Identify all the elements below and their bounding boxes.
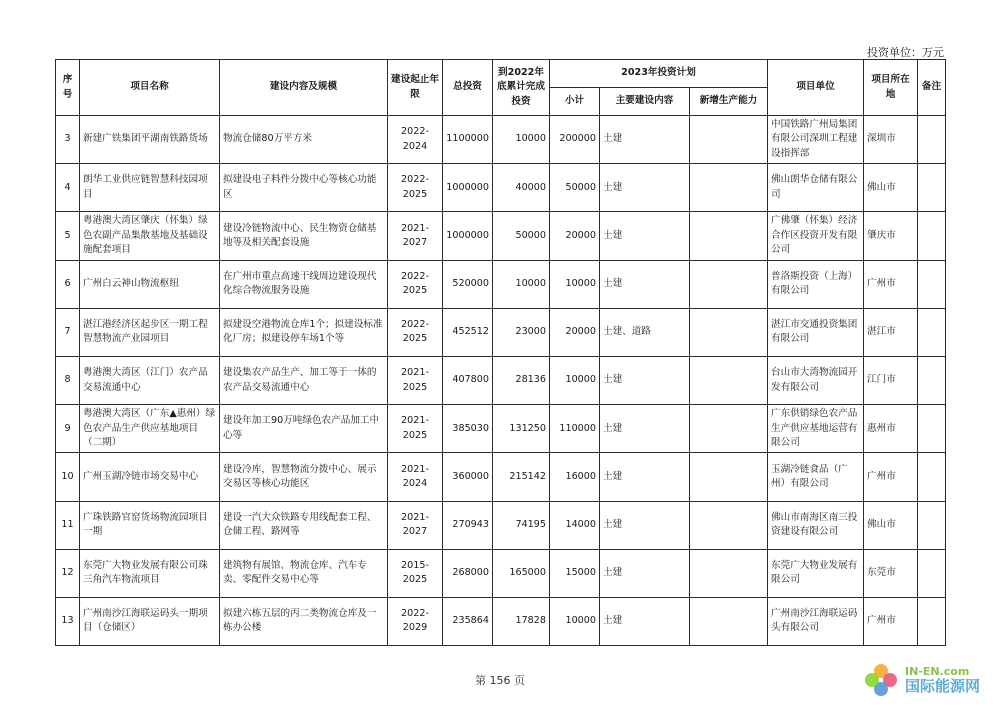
cell-main-content: 土建 — [600, 453, 690, 501]
cell-main-content: 土建 — [600, 164, 690, 212]
cell-project-name: 粤港澳大湾区肇庆（怀集）绿色农副产品集散基地及基础设施配套项目 — [80, 212, 220, 260]
cell-project-unit: 佛山朗华仓储有限公司 — [768, 164, 864, 212]
cell-new-capacity — [690, 597, 768, 645]
cell-location: 惠州市 — [864, 405, 918, 453]
cell-project-unit: 中国铁路广州局集团有限公司深圳工程建设指挥部 — [768, 116, 864, 164]
cell-location: 广州市 — [864, 597, 918, 645]
cell-main-content: 土建 — [600, 501, 690, 549]
cell-main-content: 土建、道路 — [600, 308, 690, 356]
watermark-en-text: IN-EN.com — [904, 664, 970, 678]
cell-seq: 9 — [56, 405, 80, 453]
header-plan-2023: 2023年投资计划 — [550, 60, 768, 88]
cell-project-name: 湛江港经济区起步区一期工程智慧物流产业园项目 — [80, 308, 220, 356]
table-row — [56, 501, 946, 549]
cell-seq: 10 — [56, 453, 80, 501]
page-number: 第 156 页 — [475, 674, 525, 687]
cell-period: 2022-2025 — [388, 260, 443, 308]
cell-new-capacity — [690, 453, 768, 501]
cell-new-capacity — [690, 501, 768, 549]
header-location: 项目所在地 — [864, 60, 918, 116]
cell-project-name: 朗华工业供应链智慧科技园项目 — [80, 164, 220, 212]
cell-new-capacity — [690, 212, 768, 260]
cell-cumulative: 74195 — [493, 501, 550, 549]
cell-period: 2022-2024 — [388, 116, 443, 164]
cell-remark — [918, 597, 946, 645]
cell-project-unit: 东莞广大物业发展有限公司 — [768, 549, 864, 597]
cell-subtotal: 200000 — [550, 116, 600, 164]
cell-content: 拟建六栋五层的丙二类物流仓库及一栋办公楼 — [220, 597, 388, 645]
cell-content: 建设冷链物流中心、民生物资仓储基地等及相关配套设施 — [220, 212, 388, 260]
cell-project-unit: 广佛肇（怀集）经济合作区投资开发有限公司 — [768, 212, 864, 260]
watermark — [863, 662, 980, 698]
cell-content: 拟建设电子料件分拨中心等核心功能区 — [220, 164, 388, 212]
cell-subtotal: 10000 — [550, 356, 600, 404]
cell-period: 2021-2025 — [388, 356, 443, 404]
cell-total-investment: 360000 — [443, 453, 493, 501]
cell-location: 湛江市 — [864, 308, 918, 356]
cell-total-investment: 520000 — [443, 260, 493, 308]
cell-subtotal: 20000 — [550, 308, 600, 356]
cell-subtotal: 10000 — [550, 597, 600, 645]
cell-location: 肇庆市 — [864, 212, 918, 260]
cell-period: 2022-2029 — [388, 597, 443, 645]
cell-period: 2021-2027 — [388, 212, 443, 260]
table-row — [56, 308, 946, 356]
cell-project-unit: 普洛斯投资（上海）有限公司 — [768, 260, 864, 308]
cell-project-unit: 台山市大湾物流园开发有限公司 — [768, 356, 864, 404]
cell-subtotal: 20000 — [550, 212, 600, 260]
cell-new-capacity — [690, 260, 768, 308]
cell-total-investment: 1000000 — [443, 164, 493, 212]
table-row — [56, 212, 946, 260]
header-seq: 序号 — [56, 60, 80, 116]
cell-remark — [918, 212, 946, 260]
cell-seq: 12 — [56, 549, 80, 597]
cell-subtotal: 16000 — [550, 453, 600, 501]
cell-total-investment: 385030 — [443, 405, 493, 453]
cell-project-name: 东莞广大物业发展有限公司珠三角汽车物流项目 — [80, 549, 220, 597]
cell-subtotal: 14000 — [550, 501, 600, 549]
cell-cumulative: 10000 — [493, 116, 550, 164]
cell-location: 佛山市 — [864, 501, 918, 549]
cell-main-content: 土建 — [600, 260, 690, 308]
cell-main-content: 土建 — [600, 405, 690, 453]
cell-location: 深圳市 — [864, 116, 918, 164]
cell-new-capacity — [690, 356, 768, 404]
cell-main-content: 土建 — [600, 597, 690, 645]
cell-project-name: 新建广铁集团平湖南铁路货场 — [80, 116, 220, 164]
header-period: 建设起止年限 — [388, 60, 443, 116]
cell-seq: 3 — [56, 116, 80, 164]
cell-location: 佛山市 — [864, 164, 918, 212]
header-new-capacity: 新增生产能力 — [690, 88, 768, 116]
cell-subtotal: 15000 — [550, 549, 600, 597]
table-row — [56, 260, 946, 308]
cell-period: 2015-2025 — [388, 549, 443, 597]
cell-total-investment: 1100000 — [443, 116, 493, 164]
cell-remark — [918, 164, 946, 212]
header-total-investment: 总投资 — [443, 60, 493, 116]
cell-cumulative: 165000 — [493, 549, 550, 597]
cell-remark — [918, 405, 946, 453]
cell-content: 建设年加工90万吨绿色农产品加工中心等 — [220, 405, 388, 453]
cell-seq: 5 — [56, 212, 80, 260]
cell-total-investment: 235864 — [443, 597, 493, 645]
cell-main-content: 土建 — [600, 356, 690, 404]
cell-cumulative: 17828 — [493, 597, 550, 645]
cell-project-name: 广州南沙江海联运码头一期项目（仓储区） — [80, 597, 220, 645]
cell-cumulative: 28136 — [493, 356, 550, 404]
header-subtotal: 小计 — [550, 88, 600, 116]
cell-period: 2022-2025 — [388, 164, 443, 212]
watermark-cn-text: 国际能源网 — [904, 676, 980, 695]
cell-project-name: 广州玉湖冷链市场交易中心 — [80, 453, 220, 501]
cell-project-name: 广州白云神山物流枢纽 — [80, 260, 220, 308]
cell-content: 拟建设空港物流仓库1个；拟建设标准化厂房；拟建设停车场1个等 — [220, 308, 388, 356]
table-row — [56, 405, 946, 453]
cell-new-capacity — [690, 549, 768, 597]
cell-remark — [918, 308, 946, 356]
cell-content: 在广州市重点高速干线周边建设现代化综合物流服务设施 — [220, 260, 388, 308]
cell-period: 2021-2027 — [388, 501, 443, 549]
table-row — [56, 597, 946, 645]
cell-location: 广州市 — [864, 260, 918, 308]
cell-cumulative: 50000 — [493, 212, 550, 260]
cell-remark — [918, 116, 946, 164]
cell-project-name: 粤港澳大湾区（江门）农产品交易流通中心 — [80, 356, 220, 404]
in-en-logo-icon — [863, 662, 899, 698]
cell-total-investment: 268000 — [443, 549, 493, 597]
cell-cumulative: 215142 — [493, 453, 550, 501]
cell-seq: 7 — [56, 308, 80, 356]
table-row — [56, 164, 946, 212]
cell-content: 建设集农产品生产、加工等于一体的农产品交易流通中心 — [220, 356, 388, 404]
cell-new-capacity — [690, 164, 768, 212]
investment-unit-note: 投资单位：万元 — [867, 46, 944, 59]
cell-remark — [918, 260, 946, 308]
cell-project-unit: 玉湖冷链食品（广州）有限公司 — [768, 453, 864, 501]
cell-new-capacity — [690, 405, 768, 453]
header-cumulative: 到2022年底累计完成投资 — [493, 60, 550, 116]
cell-location: 广州市 — [864, 453, 918, 501]
cell-content: 建设冷库，智慧物流分拨中心、展示交易区等核心功能区 — [220, 453, 388, 501]
cell-main-content: 土建 — [600, 549, 690, 597]
cell-period: 2021-2024 — [388, 453, 443, 501]
table-row — [56, 549, 946, 597]
cell-subtotal: 10000 — [550, 260, 600, 308]
cell-content: 物流仓储80万平方米 — [220, 116, 388, 164]
cell-project-name: 粤港澳大湾区（广东▲惠州）绿色农产品生产供应基地项目（二期） — [80, 405, 220, 453]
cell-seq: 4 — [56, 164, 80, 212]
cell-cumulative: 131250 — [493, 405, 550, 453]
table-row — [56, 453, 946, 501]
cell-cumulative: 40000 — [493, 164, 550, 212]
cell-remark — [918, 549, 946, 597]
cell-subtotal: 50000 — [550, 164, 600, 212]
cell-total-investment: 452512 — [443, 308, 493, 356]
cell-new-capacity — [690, 116, 768, 164]
cell-remark — [918, 453, 946, 501]
table-row — [56, 116, 946, 164]
cell-seq: 6 — [56, 260, 80, 308]
header-project-unit: 项目单位 — [768, 60, 864, 116]
cell-total-investment: 1000000 — [443, 212, 493, 260]
cell-cumulative: 10000 — [493, 260, 550, 308]
cell-project-name: 广珠铁路官窑货场物流园项目一期 — [80, 501, 220, 549]
cell-remark — [918, 501, 946, 549]
header-main-content: 主要建设内容 — [600, 88, 690, 116]
cell-period: 2022-2025 — [388, 308, 443, 356]
table-row — [56, 356, 946, 404]
header-remark: 备注 — [918, 60, 946, 116]
cell-project-unit: 广州南沙江海联运码头有限公司 — [768, 597, 864, 645]
cell-location: 江门市 — [864, 356, 918, 404]
cell-project-unit: 佛山市南海区南三投资建设有限公司 — [768, 501, 864, 549]
cell-subtotal: 110000 — [550, 405, 600, 453]
cell-main-content: 土建 — [600, 116, 690, 164]
cell-new-capacity — [690, 308, 768, 356]
cell-project-unit: 湛江市交通投资集团有限公司 — [768, 308, 864, 356]
cell-content: 建设一汽大众铁路专用线配套工程、仓储工程、路网等 — [220, 501, 388, 549]
investment-table — [55, 59, 946, 646]
cell-main-content: 土建 — [600, 212, 690, 260]
cell-total-investment: 270943 — [443, 501, 493, 549]
cell-period: 2021-2025 — [388, 405, 443, 453]
cell-seq: 8 — [56, 356, 80, 404]
cell-content: 建筑物有展馆、物流仓库、汽车专卖、零配件交易中心等 — [220, 549, 388, 597]
cell-location: 东莞市 — [864, 549, 918, 597]
header-project-name: 项目名称 — [80, 60, 220, 116]
header-content: 建设内容及规模 — [220, 60, 388, 116]
cell-total-investment: 407800 — [443, 356, 493, 404]
cell-seq: 11 — [56, 501, 80, 549]
cell-seq: 13 — [56, 597, 80, 645]
cell-remark — [918, 356, 946, 404]
cell-project-unit: 广东供销绿色农产品生产供应基地运营有限公司 — [768, 405, 864, 453]
cell-cumulative: 23000 — [493, 308, 550, 356]
